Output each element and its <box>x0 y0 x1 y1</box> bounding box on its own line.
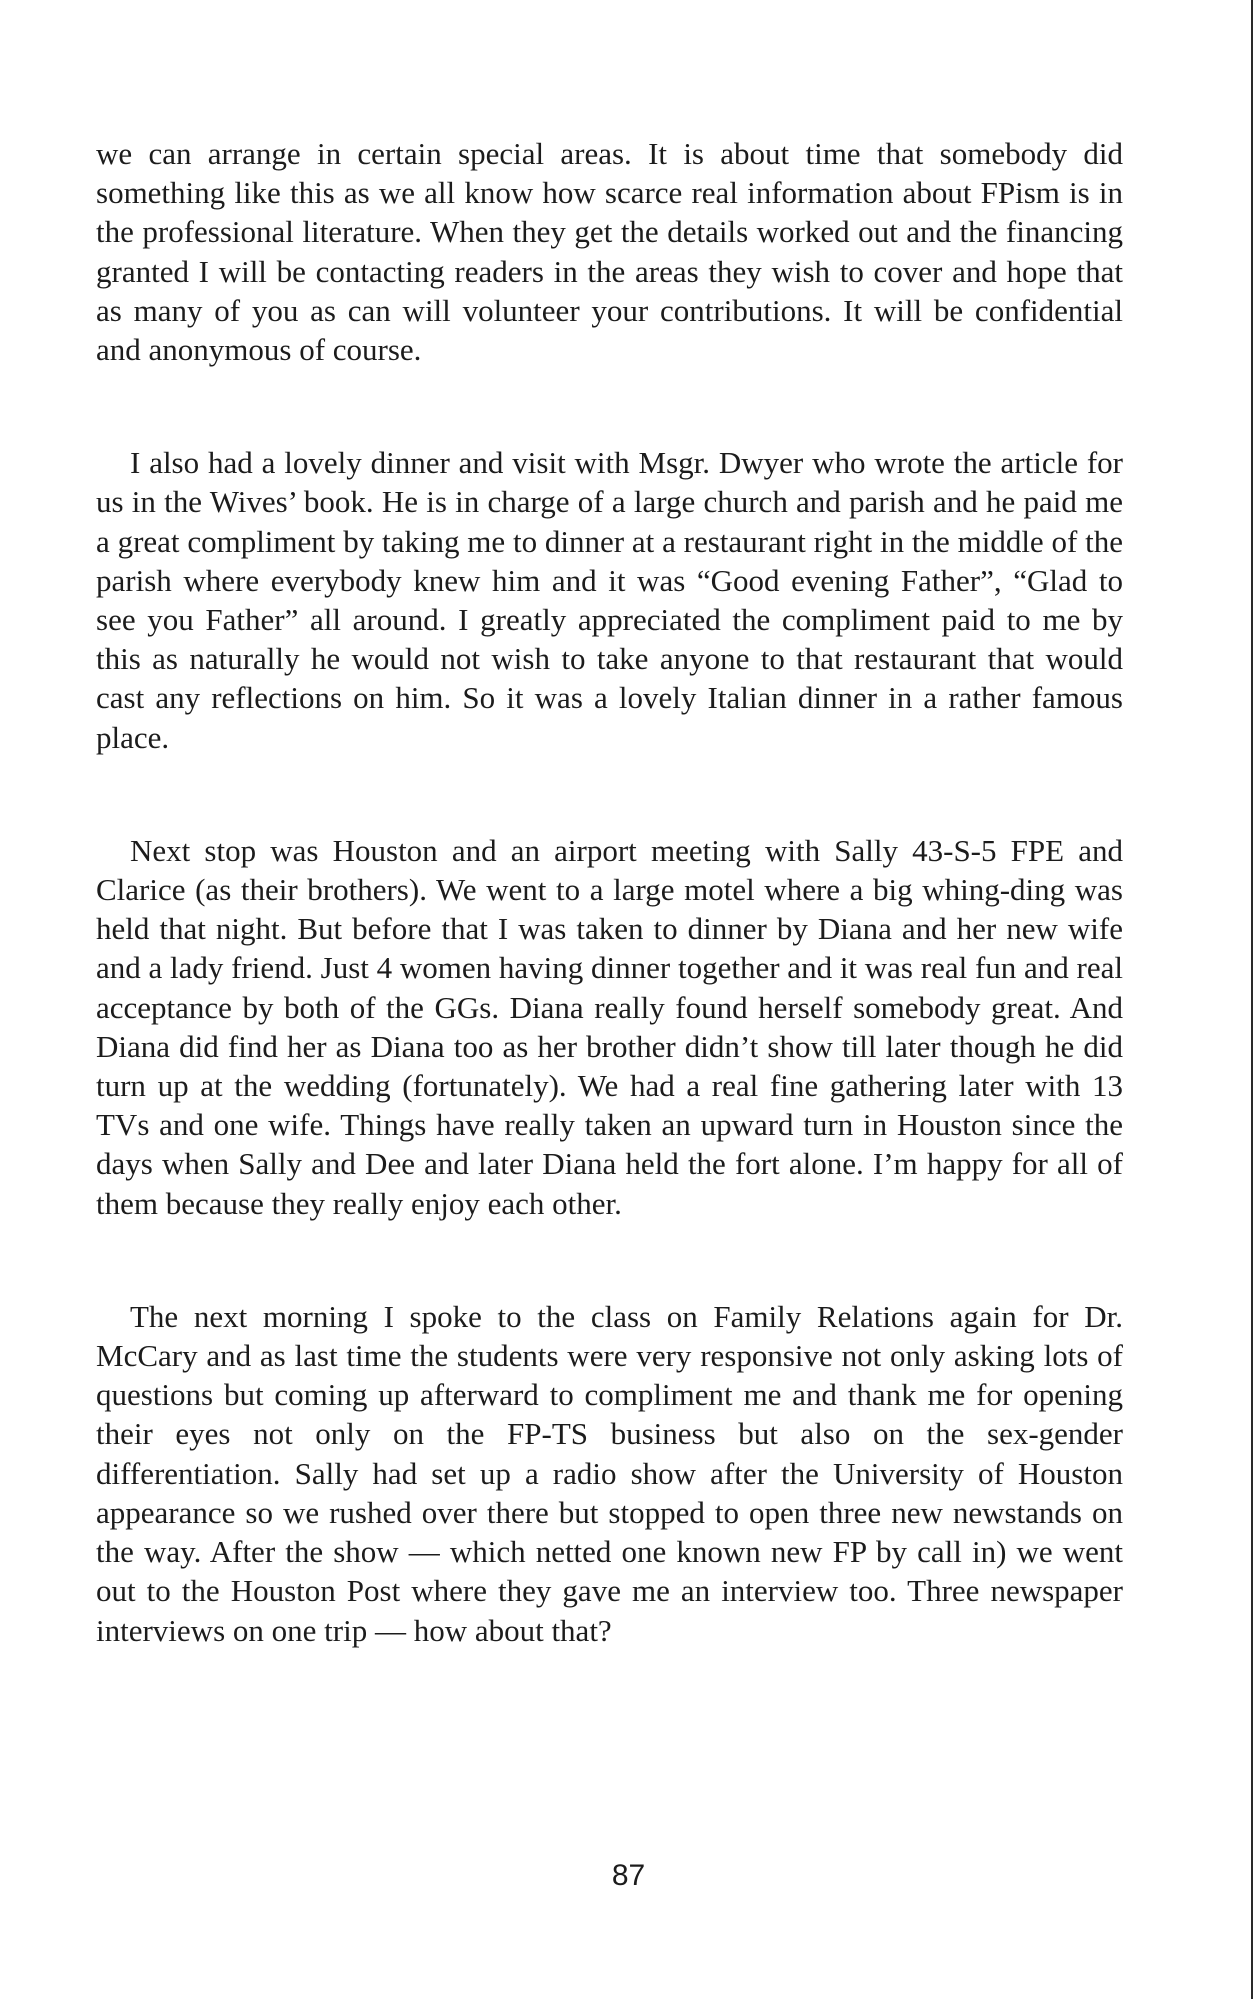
body-text <box>96 134 1123 1650</box>
page-number: 87 <box>611 1859 646 1892</box>
paragraph-continued: we can arrange in certain special areas. It is about time that somebody did something like this as we all know how scarce real information about FPism is in the professional literature. When they get the details worked out and the financing granted I will be contacting readers in the areas they wish to cover and hope that as many of you as can will volunteer your contributions. It will be confidential and anonymous of course. <box>96 136 1123 368</box>
page-edge-border <box>1251 0 1253 1999</box>
paragraph-houston-visit: Next stop was Houston and an airport meeting with Sally 43-S-5 FPE and Clarice (as their brothers). We went to a large motel where a big whing-ding was held that night. But before that I was taken to dinner by Diana and her new wife and a lady friend. Just 4 women having dinner together and it was real fun and real acceptance by both of the GGs. Diana really found herself somebody great. And Diana did find her as Diana too as her brother didn’t show till later though he did turn up at the wedding (fortunately). We had a real fine gathering later with 13 TVs and one wife. Things have really taken an upward turn in Houston since the days when Sally and Dee and later Diana held the fort alone. I’m happy for all of them because they really enjoy each other. <box>96 832 1123 1221</box>
paragraph-msgr-dwyer-dinner: I also had a lovely dinner and visit with Msgr. Dwyer who wrote the article for us in the Wives’ book. He is in charge of a large church and parish and he paid me a great compliment by taking me to dinner at a restaurant right in the middle of the parish where everybody knew him and it was “Good evening Father”, “Glad to see you Father” all around. I greatly appreciated the compliment paid to me by this as naturally he would not wish to take anyone to that restaurant that would cast any reflections on him. So it was a lovely Italian dinner in a rather famous place. <box>96 445 1123 755</box>
paragraph-family-relations-class: The next morning I spoke to the class on Family Relations again for Dr. McCary and as last time the students were very responsive not only asking lots of questions but coming up afterward to compliment me and thank me for opening their eyes not only on the FP-TS business but also on the sex-gender differentiation. Sally had set up a radio show after the University of Houston appearance so we rushed over there but stopped to open three new newstands on the way. After the show — which netted one known new FP by call in) we went out to the Houston Post where they gave me an interview too. Three newspaper interviews on one trip — how about that? <box>96 1298 1123 1648</box>
